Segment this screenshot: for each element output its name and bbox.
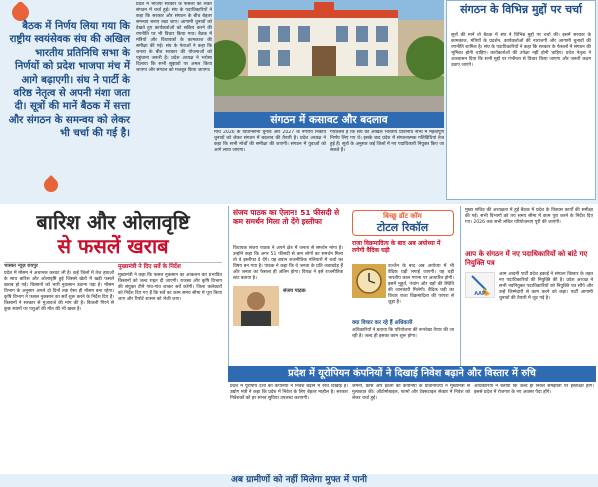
right-story bbox=[460, 206, 596, 366]
drop-icon bbox=[41, 175, 61, 195]
article-column: मार्च 2026 के विधानसभा चुनाव और 2027 के नगरीय निकाय चुनावों को लेकर संगठन में बदलाव की तैयारी है। प्रदेश अध्यक्ष ने कहा कि सभी मोर्चों की समीक्षा की जाएगी। संगठन में युवाओं को आगे लाया जाएगा। bbox=[214, 130, 326, 153]
recall-story bbox=[348, 206, 458, 366]
rain-story bbox=[0, 206, 226, 472]
headline-banner bbox=[228, 366, 596, 382]
building-illustration bbox=[214, 0, 444, 112]
bottom-strip bbox=[0, 474, 598, 487]
recall-text: उज्जैन के बाद अब अयोध्या में भी वैदिक घड़ी लगाई जाएगी। यह घड़ी भारतीय काल गणना पर आधारित होगी। इसमें मुहूर्त, पंचांग और ग्रहों की स्थिति की जानकारी मिलेगी। वैदिक घड़ी का विचार राजा विक्रमादित्य की परंपरा से जुड़ा है। bbox=[388, 264, 454, 305]
building-photo bbox=[214, 0, 444, 112]
article-column: गौरतलब है कि संघ की अखिल भारतीय प्रतिनिधि सभा में महत्वपूर्ण निर्णय लिए गए थे। इसके बाद प्रदेश में संगठनात्मक गतिविधियां तेज हुई हैं। सूत्रों के अनुसार कई जिलों में नए पदाधिकारी नियुक्त किए जा सकते हैं। bbox=[330, 130, 444, 153]
photo-caption-bar bbox=[214, 112, 444, 128]
sidebar-headline: संगठन के विभिन्न मुद्दों पर चर्चा bbox=[460, 3, 582, 16]
middle-story bbox=[228, 206, 346, 366]
right-text: आम आदमी पार्टी प्रदेश इकाई ने संगठन विस्तार के तहत नए पदाधिकारियों की नियुक्ति की है। प्रदेश अध्यक्ष ने सभी नवनियुक्त पदाधिकारियों को नियुक्ति पत्र सौंपे और उन्हें जिम्मेदारी से काम करने को कहा। पार्टी आगामी चुनावों की तैयारी में जुट गई है। bbox=[499, 272, 593, 301]
quote-text: बैठक में निर्णय लिया गया कि राष्ट्रीय स्वयंसेवक संघ की अखिल भारतीय प्रतिनिधि सभा के निर्णयों को प्रदेश भाजपा मंच में आगे बढ़ाएगी। संघ ने पार्टी के वरिष्ठ नेतृत्व से अपनी मंशा जता दी। सूत्रों की मानें बैठक में सत्ता और संगठन के समन्वय को लेकर भी चर्चा की गई है। bbox=[8, 21, 130, 140]
rain-byline: भास्कर न्यूज़ रायपुर bbox=[4, 264, 38, 269]
recall-sub2: क्या विचार कर रहे हैं अधिकारी bbox=[352, 320, 413, 326]
article-column: प्रदेश में यूरोपीय देशों की कंपनियों ने निवेश बढ़ाने में रुचि दिखाई है। उद्योग मंत्री ने कहा कि प्रदेश में निवेश के लिए बेहतर माहौल है। सरकार निवेशकों को हर संभव सुविधा उपलब्ध कराएगी। bbox=[230, 384, 348, 401]
recall-text-2: अधिकारियों ने बताया कि परियोजना की रूपरेखा तैयार की जा रही है। जल्द ही इसका काम शुरू होगा। bbox=[352, 328, 454, 339]
article-column: अधिकारियों ने बताया कि जल्द ही निवेश समझौतों पर हस्ताक्षर होंगे। इससे प्रदेश में रोजगार के नए अवसर पैदा होंगे। bbox=[474, 384, 594, 395]
portrait-caption: संजय पाठक bbox=[283, 288, 306, 294]
rain-headline-line1: बारिश और ओलावृष्टि bbox=[36, 210, 190, 234]
recall-sub1: राजा विक्रमादित्य के बाद अब अयोध्या में लगेगी वैदिक घड़ी bbox=[352, 240, 441, 255]
rain-headline-line2: से फसलें खराब bbox=[57, 234, 169, 258]
article-column: प्रदेश में भाजपा सरकार के फैसलों को लेकर संगठन में चर्चा हुई। संघ के पदाधिकारियों ने कहा कि सरकार और संगठन के बीच बेहतर समन्वय बनाए रखा जाए। आगामी चुनावों को देखते हुए कार्यकर्ताओं को सक्रिय करने की रणनीति पर भी विचार किया गया। बैठक में मंत्रियों और विधायकों के कामकाज की समीक्षा की गई। संघ के नेताओं ने कहा कि जनता के बीच सरकार की योजनाओं को पहुंचाना जरूरी है। प्रदेश अध्यक्ष ने भरोसा दिलाया कि सभी सुझावों पर अमल किया जाएगा और संगठन को मजबूत किया जाएगा। bbox=[136, 2, 212, 73]
clock-illustration bbox=[352, 264, 386, 298]
middle-text: विधायक संजय पाठक ने अपने क्षेत्र में जनता से समर्थन मांगा है। उन्होंने कहा कि अगर 51 फीसदी से कम लोगों का समर्थन मिला तो वे इस्तीफा दे देंगे। यह बयान राजनीतिक गलियारों में चर्चा का विषय बन गया है। पाठक ने कहा कि वे जनता के प्रति जवाबदेह हैं और जनता का फैसला ही अंतिम होगा। विपक्ष ने इसे राजनीतिक स्टंट बताया है। bbox=[233, 246, 343, 281]
recall-badge bbox=[352, 210, 454, 236]
aap-logo bbox=[465, 272, 495, 298]
middle-headline: संजय पाठक का ऐलान! 51 फीसदी से कम समर्थन मिला तो देंगे इस्तीफा bbox=[233, 208, 340, 227]
sidebar-text: सूत्रों की मानें तो बैठक में संघ ने विभिन्न मुद्दों पर चर्चा की। इसमें सरकार के कामकाज, मंत्रियों के प्रदर्शन, कार्यकर्ताओं की नाराजगी और आगामी चुनावों की रणनीति शामिल है। संघ के पदाधिकारियों ने कहा कि सरकार के फैसलों में संगठन की भूमिका होनी चाहिए। कार्यकर्ताओं की उपेक्षा नहीं होनी चाहिए। प्रदेश नेतृत्व ने आश्वासन दिया कि सभी मुद्दों पर गंभीरता से विचार किया जाएगा और जरूरी कदम उठाए जाएंगे। bbox=[451, 33, 591, 68]
bottom-strip-text: अब ग्रामीणों को नहीं मिलेगा मुफ्त में पानी bbox=[231, 475, 367, 485]
right-heading: आप के संगठन में नए पदाधिकारियों को बांटे गए नियुक्ति पत्र bbox=[465, 250, 588, 267]
badge-line2: टोटल रिकॉल bbox=[376, 221, 429, 234]
divider bbox=[4, 262, 222, 263]
badge-line1: बिच्छू डॉट कॉम bbox=[383, 212, 422, 220]
clock-photo bbox=[352, 264, 386, 298]
rain-highlight: मुख्यमंत्री ने दिए सर्वे के निर्देश bbox=[118, 264, 181, 270]
sidebar-box bbox=[446, 0, 596, 200]
person-illustration bbox=[233, 286, 279, 326]
quote-box bbox=[4, 2, 132, 198]
right-top-text: मुख्य सचिव की अध्यक्षता में हुई बैठक में प्रदेश के विकास कार्यों की समीक्षा की गई। सभी विभागों को तय समय सीमा में काम पूरा करने के निर्देश दिए गए। 2026 तक सभी लंबित परियोजनाएं पूरी की जाएंगी। bbox=[465, 208, 593, 225]
rain-text: प्रदेश में मौसम ने अचानक करवट ली है। कई जिलों में तेज हवाओं के साथ बारिश और ओलावृष्टि हुई जिससे खेतों में खड़ी फसलें खराब हो गईं। किसानों को भारी नुकसान उठाना पड़ा है। मौसम विभाग के अनुसार अगले दो दिनों तक ऐसा ही मौसम बना रहेगा। कृषि विभाग ने फसल नुकसान का सर्वे शुरू करने के निर्देश दिए हैं। किसानों ने सरकार से मुआवजे की मांग की है। बिजली गिरने से कुछ स्थानों पर पशुओं की मौत की भी खबर है। bbox=[4, 271, 114, 312]
article-column: जर्मनी, फ्रांस और इटली की कंपनियों के प्रतिनिधियों ने मुख्यमंत्री से मुलाकात की। ऑटोमोबाइल, फार्मा और टेक्सटाइल सेक्टर में निवेश को लेकर चर्चा हुई। bbox=[352, 384, 470, 401]
portrait-photo bbox=[233, 286, 279, 326]
rain-text-2: मुख्यमंत्री ने कहा कि फसल नुकसान का आकलन कर प्रभावित किसानों को जल्द राहत दी जाएगी। राजस्व और कृषि विभाग की संयुक्त टीमें गांव-गांव जाकर सर्वे करेंगी। जिला कलेक्टरों को निर्देश दिए गए हैं कि सर्वे का काम समय सीमा में पूरा किया जाए और रिपोर्ट शासन को भेजी जाए। bbox=[118, 273, 222, 302]
photo-caption: संगठन में कसावट और बदलाव bbox=[270, 114, 388, 126]
aap-logo-text: AAP bbox=[474, 291, 486, 297]
banner-text: प्रदेश में यूरोपियन कंपनियों ने दिखाई निवेश बढ़ाने और विस्तार में रुचि bbox=[288, 368, 536, 379]
